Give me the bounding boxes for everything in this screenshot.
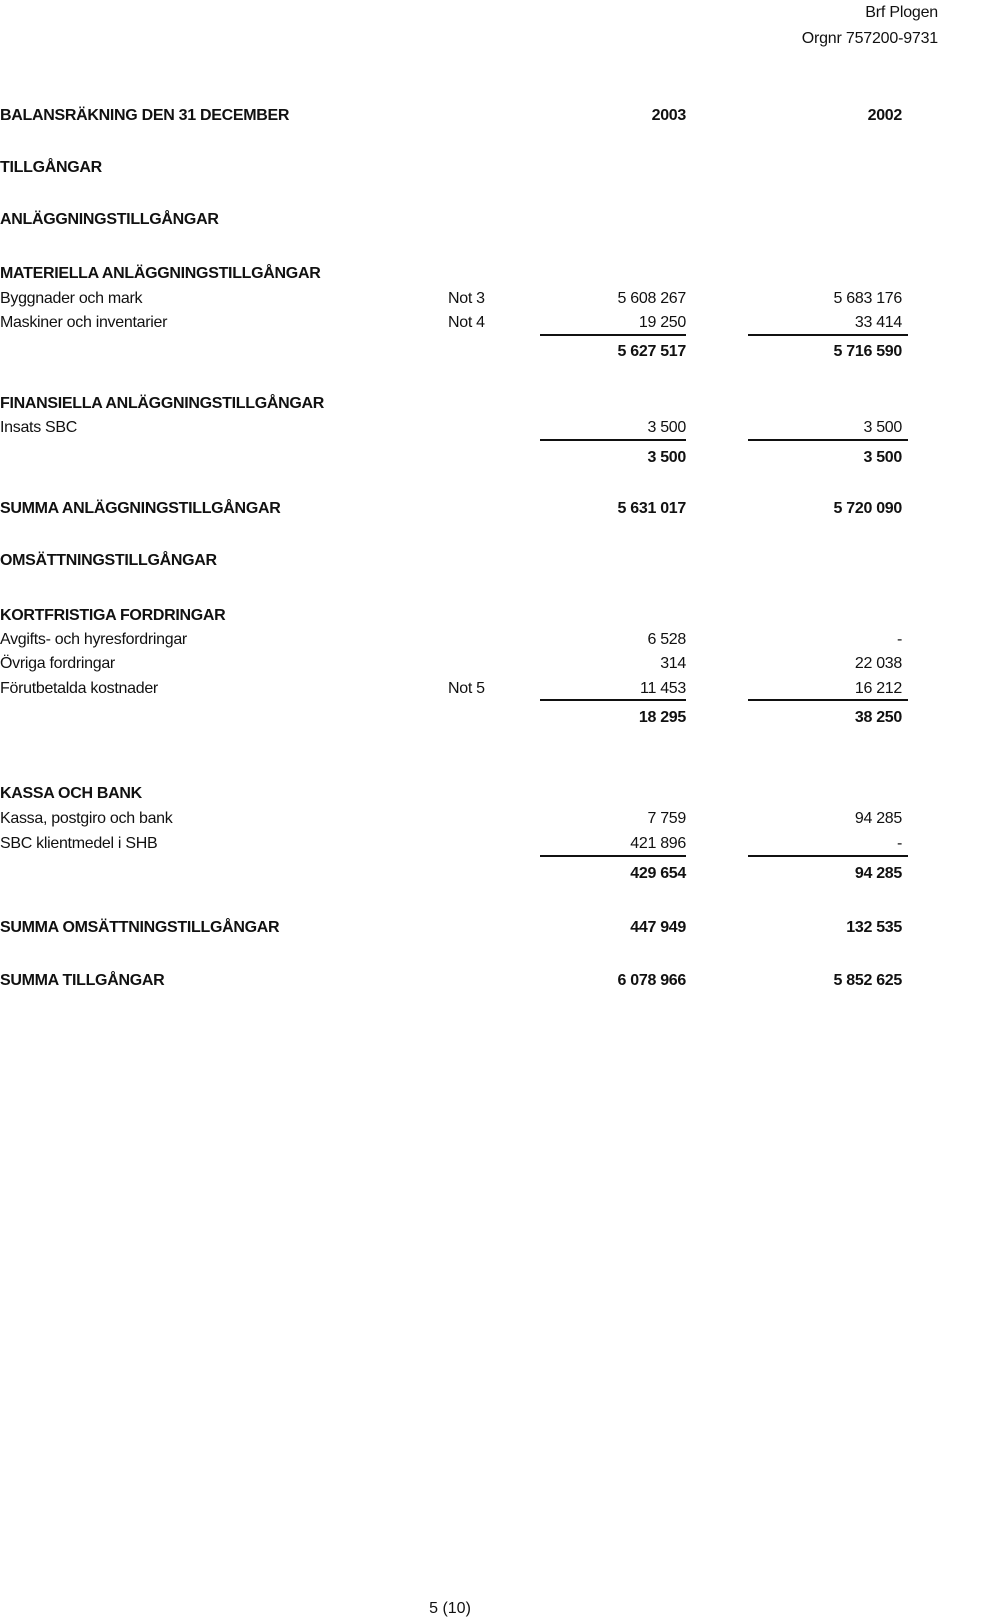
subtotal-2002: 3 500 xyxy=(863,449,902,466)
value-2002: 16 212 xyxy=(854,680,902,697)
subtotal-2003: 429 654 xyxy=(630,865,686,882)
subtotal-rule xyxy=(540,699,686,701)
value-2003: 3 500 xyxy=(647,419,686,436)
value-2003: 5 608 267 xyxy=(617,290,686,307)
total-2003: 447 949 xyxy=(630,919,686,936)
value-2003: 19 250 xyxy=(638,314,686,331)
row-note: Not 5 xyxy=(448,680,485,697)
subheading-materiella: MATERIELLA ANLÄGGNINGSTILLGÅNGAR xyxy=(0,265,321,282)
table-row xyxy=(0,628,1000,652)
org-number: Orgnr 757200-9731 xyxy=(801,30,938,47)
summa-tillgangar-row xyxy=(0,969,1000,993)
summa-anlaggning-row xyxy=(0,497,1000,521)
value-2002: 5 683 176 xyxy=(833,290,902,307)
summa-omsattning-row xyxy=(0,916,1000,940)
row-label: SBC klientmedel i SHB xyxy=(0,835,158,852)
subtotal-rule xyxy=(748,699,908,701)
total-2003: 6 078 966 xyxy=(617,972,686,989)
table-row xyxy=(0,311,1000,335)
section-heading-tillgangar: TILLGÅNGAR xyxy=(0,159,102,176)
subtotal-2002: 5 716 590 xyxy=(833,343,902,360)
subtotal-2003: 5 627 517 xyxy=(617,343,686,360)
subheading-kassa: KASSA OCH BANK xyxy=(0,785,142,802)
subtotal-rule xyxy=(748,334,908,336)
row-label: Byggnader och mark xyxy=(0,290,143,307)
subtotal-row xyxy=(0,446,1000,470)
value-2002: - xyxy=(896,835,902,852)
year-current: 2003 xyxy=(651,107,686,124)
subtotal-row xyxy=(0,340,1000,364)
value-2002: 22 038 xyxy=(854,655,902,672)
subtotal-row xyxy=(0,862,1000,886)
subtotal-rule xyxy=(748,439,908,441)
value-2002: 3 500 xyxy=(863,419,902,436)
value-2003: 7 759 xyxy=(647,810,686,827)
section-heading-anlaggning: ANLÄGGNINGSTILLGÅNGAR xyxy=(0,211,219,228)
row-label: SUMMA OMSÄTTNINGSTILLGÅNGAR xyxy=(0,919,280,936)
subheading-kortfristiga: KORTFRISTIGA FORDRINGAR xyxy=(0,607,226,624)
table-row xyxy=(0,652,1000,676)
value-2003: 11 453 xyxy=(640,680,686,697)
section-heading-omsattning: OMSÄTTNINGSTILLGÅNGAR xyxy=(0,552,217,569)
table-row xyxy=(0,287,1000,311)
row-label: Kassa, postgiro och bank xyxy=(0,810,173,827)
row-label: Övriga fordringar xyxy=(0,655,115,672)
subtotal-2003: 3 500 xyxy=(647,449,686,466)
value-2002: - xyxy=(896,631,902,648)
table-row xyxy=(0,677,1000,701)
total-2002: 132 535 xyxy=(846,919,902,936)
value-2003: 6 528 xyxy=(647,631,686,648)
value-2002: 94 285 xyxy=(854,810,902,827)
subtotal-2002: 94 285 xyxy=(854,865,902,882)
subtotal-row xyxy=(0,706,1000,730)
row-note: Not 3 xyxy=(448,290,485,307)
page-number: 5 (10) xyxy=(429,1600,471,1617)
row-label: Förutbetalda kostnader xyxy=(0,680,158,697)
row-label: Maskiner och inventarier xyxy=(0,314,168,331)
row-label: Insats SBC xyxy=(0,419,78,436)
subtotal-rule xyxy=(540,334,686,336)
subtotal-rule xyxy=(748,855,908,857)
table-row xyxy=(0,807,1000,831)
table-row xyxy=(0,416,1000,440)
title-row xyxy=(0,104,1000,128)
subtotal-2002: 38 250 xyxy=(854,709,902,726)
row-label: SUMMA TILLGÅNGAR xyxy=(0,972,165,989)
total-2002: 5 720 090 xyxy=(833,500,902,517)
total-2002: 5 852 625 xyxy=(833,972,902,989)
subtotal-2003: 18 295 xyxy=(638,709,686,726)
row-note: Not 4 xyxy=(448,314,485,331)
row-label: Avgifts- och hyresfordringar xyxy=(0,631,187,648)
total-2003: 5 631 017 xyxy=(617,500,686,517)
subtotal-rule xyxy=(540,855,686,857)
value-2002: 33 414 xyxy=(854,314,902,331)
year-previous: 2002 xyxy=(867,107,902,124)
row-label: SUMMA ANLÄGGNINGSTILLGÅNGAR xyxy=(0,500,281,517)
subheading-finansiella: FINANSIELLA ANLÄGGNINGSTILLGÅNGAR xyxy=(0,395,325,412)
subtotal-rule xyxy=(540,439,686,441)
org-name: Brf Plogen xyxy=(865,4,938,21)
value-2003: 314 xyxy=(660,655,686,672)
value-2003: 421 896 xyxy=(630,835,686,852)
page-title: BALANSRÄKNING DEN 31 DECEMBER xyxy=(0,107,290,124)
table-row xyxy=(0,832,1000,856)
